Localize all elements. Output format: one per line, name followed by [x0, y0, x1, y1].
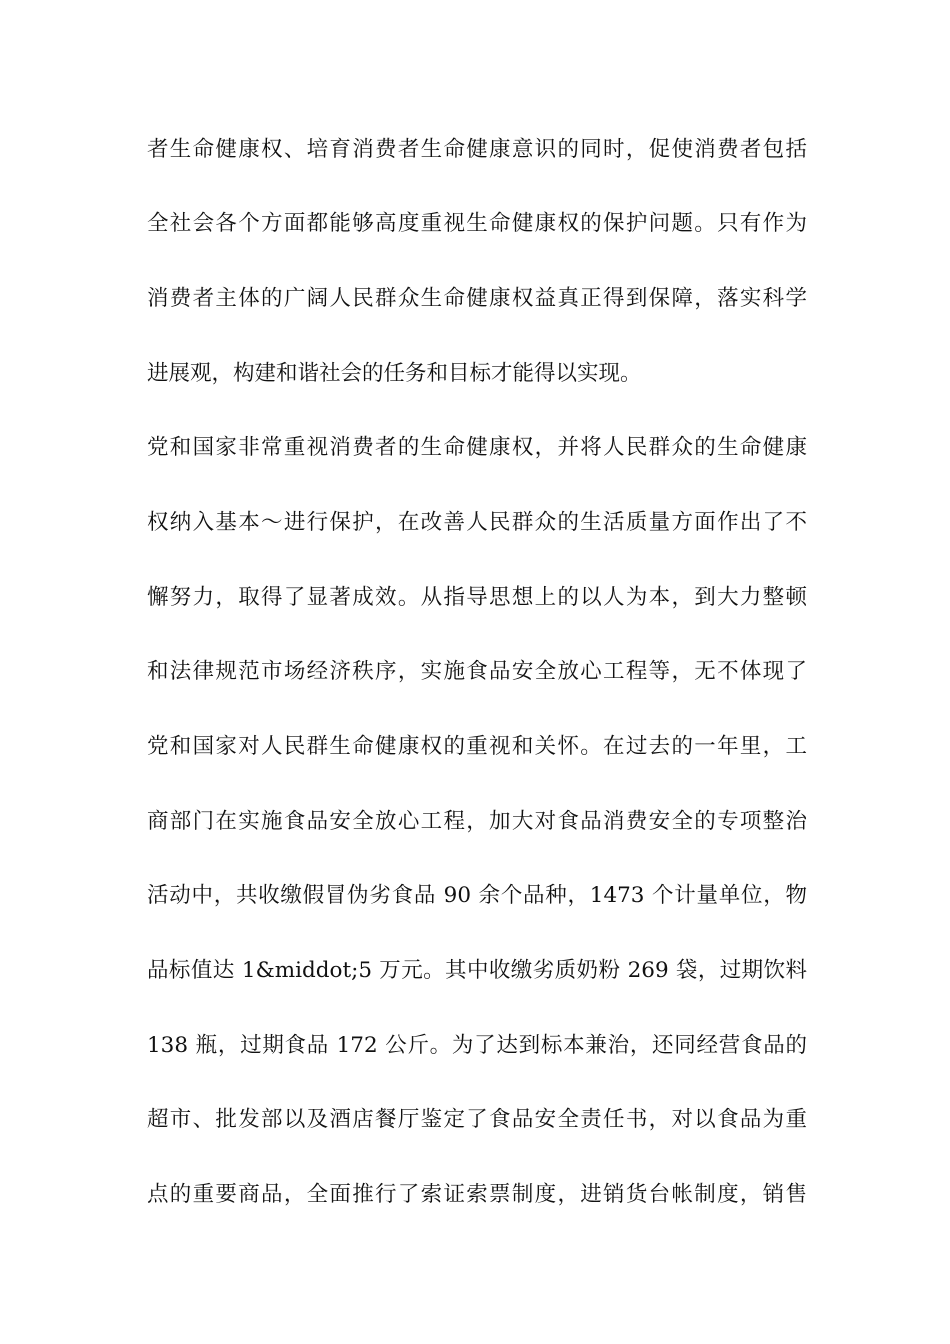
paragraph-line: 懈努力，取得了显著成效。从指导思想上的以人为本，到大力整顿: [147, 585, 807, 610]
paragraph-line: 点的重要商品，全面推行了索证索票制度，进销货台帐制度，销售: [147, 1182, 807, 1207]
paragraph-line: 138 瓶，过期食品 172 公斤。为了达到标本兼治，还同经营食品的: [147, 1033, 807, 1058]
paragraph-line: 品标值达 1&middot;5 万元。其中收缴劣质奶粉 269 袋，过期饮料: [147, 958, 807, 983]
paragraph-line: 消费者主体的广阔人民群众生命健康权益真正得到保障，落实科学: [147, 286, 807, 311]
paragraph-line: 权纳入基本～进行保护，在改善人民群众的生活质量方面作出了不: [147, 510, 807, 535]
paragraph-line: 超市、批发部以及酒店餐厅鉴定了食品安全责任书，对以食品为重: [147, 1107, 807, 1132]
paragraph-line: 党和国家非常重视消费者的生命健康权，并将人民群众的生命健康: [147, 435, 807, 460]
paragraph-line-last: 进展观，构建和谐社会的任务和目标才能得以实现。: [147, 361, 642, 386]
paragraph-line: 者生命健康权、培育消费者生命健康意识的同时，促使消费者包括: [147, 137, 807, 162]
paragraph-line: 党和国家对人民群生命健康权的重视和关怀。在过去的一年里，工: [147, 734, 807, 759]
paragraph-line: 全社会各个方面都能够高度重视生命健康权的保护问题。只有作为: [147, 211, 807, 236]
paragraph-line: 活动中，共收缴假冒伪劣食品 90 余个品种，1473 个计量单位，物: [147, 883, 807, 908]
paragraph-line: 商部门在实施食品安全放心工程，加大对食品消费安全的专项整治: [147, 809, 807, 834]
paragraph-line: 和法律规范市场经济秩序，实施食品安全放心工程等，无不体现了: [147, 659, 807, 684]
